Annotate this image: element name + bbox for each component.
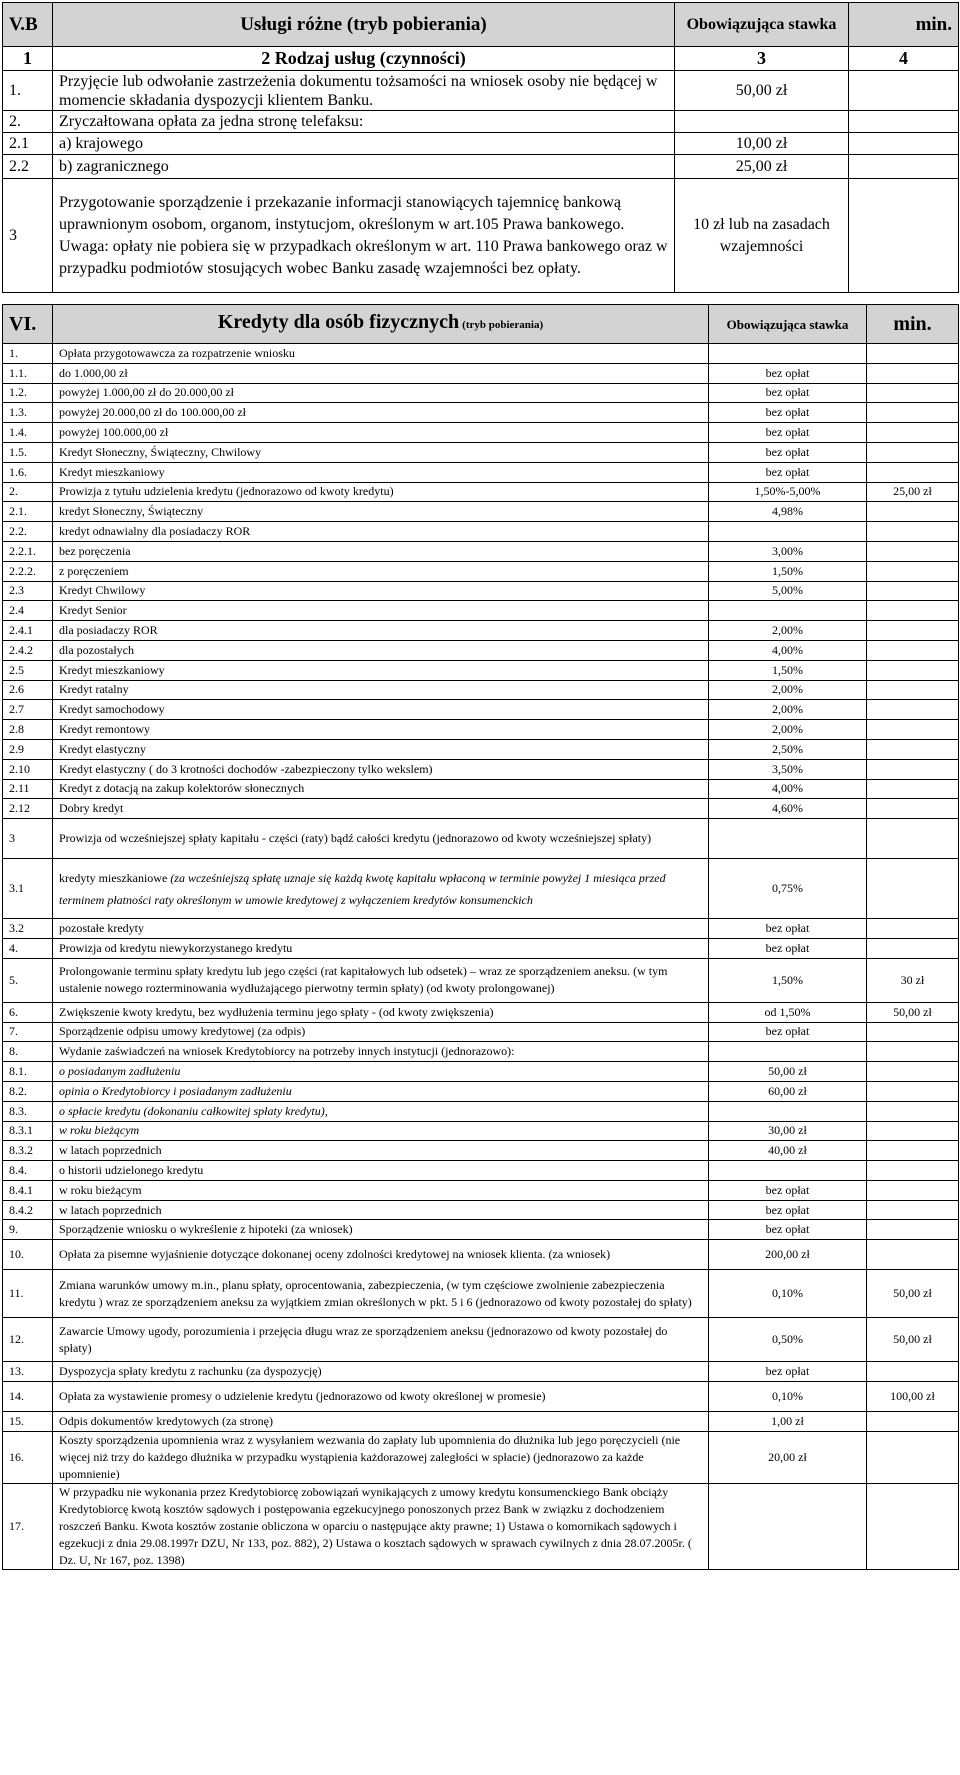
row-description: Kredyt Senior [53,601,709,621]
row-rate: 0,10% [709,1382,867,1412]
row-rate [709,1101,867,1121]
row-number: 2.1. [3,502,53,522]
row-rate: 2,00% [709,720,867,740]
row-description: Opłata za pisemne wyjaśnienie dotyczące dokonanej oceny zdolności kredytowej na wniosek klienta. (za wniosek) [53,1240,709,1270]
row-rate: 1,50% [709,958,867,1002]
table-row [3,938,959,958]
row-description: opinia o Kredytobiorcy i posiadanym zadłużeniu [53,1081,709,1101]
row-min [867,403,959,423]
row-number: 7. [3,1022,53,1042]
row-description: o historii udzielonego kredytu [53,1161,709,1181]
row-min [867,541,959,561]
table-row [3,700,959,720]
row-rate [709,1161,867,1181]
row-min [867,1161,959,1181]
row-rate: 1,50% [709,660,867,680]
table-row [3,111,959,133]
row-number: 2. [3,482,53,502]
row-min [867,1240,959,1270]
table-row [3,799,959,819]
row-min [849,155,959,179]
row-number: 2.2 [3,155,53,179]
table-row [3,133,959,155]
row-rate [709,1042,867,1062]
table-row [3,462,959,482]
row-min [867,363,959,383]
row-number: 8.3. [3,1101,53,1121]
rate-header: Obowiązująca stawka [675,3,849,47]
row-min [867,601,959,621]
row-number: 2.1 [3,133,53,155]
row-rate [709,1483,867,1569]
row-rate: 0,50% [709,1318,867,1362]
row-rate [709,819,867,859]
row-rate: 1,50%-5,00% [709,482,867,502]
row-number: 1.3. [3,403,53,423]
row-rate: 3,50% [709,759,867,779]
table-row [3,819,959,859]
table-row [3,1431,959,1483]
row-min [867,1141,959,1161]
row-rate: 10 zł lub na zasadach wzajemności [675,179,849,293]
table-row [3,1180,959,1200]
row-min [867,660,959,680]
row-description: Odpis dokumentów kredytowych (za stronę) [53,1412,709,1432]
row-rate: 4,00% [709,640,867,660]
table-row [3,1318,959,1362]
row-rate: bez opłat [709,363,867,383]
row-rate: bez opłat [709,1362,867,1382]
table-row [3,423,959,443]
row-min [867,739,959,759]
row-rate: bez opłat [709,1022,867,1042]
row-number: 13. [3,1362,53,1382]
row-rate: bez opłat [709,442,867,462]
table-row [3,502,959,522]
row-min [867,1180,959,1200]
row-rate [709,601,867,621]
row-rate: 2,00% [709,700,867,720]
row-rate: 50,00 zł [675,71,849,111]
row-min [867,700,959,720]
row-description: Prowizja od wcześniejszej spłaty kapitału - części (raty) bądź całości kredytu (jednorazowo od kwoty wcześniejszej spłaty) [53,819,709,859]
row-min [849,111,959,133]
table-row [3,482,959,502]
table-row [3,1002,959,1022]
row-min [867,640,959,660]
row-rate: bez opłat [709,462,867,482]
row-number: 9. [3,1220,53,1240]
row-rate: 30,00 zł [709,1121,867,1141]
row-number: 8.3.1 [3,1121,53,1141]
table-row [3,1062,959,1082]
row-description: Zawarcie Umowy ugody, porozumienia i przejęcia długu wraz ze sporządzeniem aneksu (jednorazowo od kwoty pozostałej do spłaty) [53,1318,709,1362]
row-number: 2.6 [3,680,53,700]
row-number: 3.2 [3,919,53,939]
row-rate: bez opłat [709,1220,867,1240]
row-rate: 3,00% [709,541,867,561]
row-number: 2.7 [3,700,53,720]
section-title: Usługi różne (tryb pobierania) [53,3,675,47]
row-min [867,759,959,779]
table-row [3,640,959,660]
table-row [3,522,959,542]
row-min [867,799,959,819]
row-number: 2.9 [3,739,53,759]
row-description: pozostałe kredyty [53,919,709,939]
row-min [867,1101,959,1121]
table-row [3,919,959,939]
row-number: 2.4.1 [3,621,53,641]
table-row [3,601,959,621]
row-number: 5. [3,958,53,1002]
table-row [3,621,959,641]
row-rate: 4,60% [709,799,867,819]
row-rate: 1,00 zł [709,1412,867,1432]
row-min [867,462,959,482]
row-description: Koszty sporządzenia upomnienia wraz z wysyłaniem wezwania do zapłaty lub upomnienia do dłużnika lub jego poręczycieli (nie więcej niż trzy do każdego dłużnika w przypadku wystąpienia każdorazowej zaległości w spłacie) (jednorazowo za każde upomnienie) [53,1431,709,1483]
row-min [867,1042,959,1062]
row-min [867,779,959,799]
table-row [3,1042,959,1062]
row-number: 8.2. [3,1081,53,1101]
table-row [3,1200,959,1220]
table-row [3,442,959,462]
min-header: min. [867,305,959,344]
row-description: powyżej 100.000,00 zł [53,423,709,443]
row-min [867,859,959,919]
services-table [2,2,959,293]
row-description: Wydanie zaświadczeń na wniosek Kredytobiorcy na potrzeby innych instytucji (jednorazowo): [53,1042,709,1062]
row-description: kredyt odnawialny dla posiadaczy ROR [53,522,709,542]
row-rate: 4,98% [709,502,867,522]
section-title-small: (tryb pobierania) [462,319,544,331]
row-rate: 2,50% [709,739,867,759]
row-rate: 20,00 zł [709,1431,867,1483]
credits-header-row [3,305,959,344]
row-min [867,621,959,641]
row-number: 4. [3,938,53,958]
row-number: 11. [3,1270,53,1318]
row-number: 8.3.2 [3,1141,53,1161]
row-min: 50,00 zł [867,1270,959,1318]
row-description: Opłata za wystawienie promesy o udzielenie kredytu (jednorazowo od kwoty określonej w promesie) [53,1382,709,1412]
row-description: o posiadanym zadłużeniu [53,1062,709,1082]
table-row [3,1412,959,1432]
table-row [3,1362,959,1382]
row-number: 2.2.2. [3,561,53,581]
row-number: 1.2. [3,383,53,403]
row-rate: bez opłat [709,383,867,403]
row-min: 30 zł [867,958,959,1002]
row-number: 1.6. [3,462,53,482]
row-min: 100,00 zł [867,1382,959,1412]
table-row [3,859,959,919]
row-min [867,1121,959,1141]
row-min [867,442,959,462]
colnum: 2 Rodzaj usług (czynności) [53,47,675,71]
row-rate [709,344,867,364]
row-description: do 1.000,00 zł [53,363,709,383]
row-description: Kredyt ratalny [53,680,709,700]
row-description: Prowizja od kredytu niewykorzystanego kredytu [53,938,709,958]
table-row [3,1101,959,1121]
table-row [3,1270,959,1318]
row-number: 15. [3,1412,53,1432]
credits-body [3,344,959,1570]
row-number: 2.2.1. [3,541,53,561]
section-title-cell [53,305,709,344]
row-number: 3.1 [3,859,53,919]
table-row [3,1141,959,1161]
row-rate: 0,75% [709,859,867,919]
row-description: w roku bieżącym [53,1180,709,1200]
row-min [867,1483,959,1569]
row-number: 14. [3,1382,53,1412]
row-number: 3 [3,819,53,859]
row-description: Prowizja z tytułu udzielenia kredytu (jednorazowo od kwoty kredytu) [53,482,709,502]
table-row [3,581,959,601]
row-description: powyżej 1.000,00 zł do 20.000,00 zł [53,383,709,403]
row-min [867,1062,959,1082]
row-number: 8.1. [3,1062,53,1082]
row-rate: 25,00 zł [675,155,849,179]
row-min [867,1022,959,1042]
table-row [3,958,959,1002]
row-description: Kredyt samochodowy [53,700,709,720]
row-number: 2.12 [3,799,53,819]
row-min [849,71,959,111]
row-min [867,581,959,601]
row-min [849,179,959,293]
row-rate: bez opłat [709,1200,867,1220]
row-description: kredyt Słoneczny, Świąteczny [53,502,709,522]
credits-table [2,304,959,1570]
row-description: Dyspozycja spłaty kredytu z rachunku (za dyspozycję) [53,1362,709,1382]
row-min [867,423,959,443]
row-rate: 1,50% [709,561,867,581]
colnum: 1 [3,47,53,71]
colnum: 3 [675,47,849,71]
row-number: 8. [3,1042,53,1062]
row-number: 1.1. [3,363,53,383]
row-description: dla pozostałych [53,640,709,660]
row-description: w roku bieżącym [53,1121,709,1141]
table-row [3,660,959,680]
section-code: VI. [3,305,53,344]
row-description: Kredyt elastyczny [53,739,709,759]
row-description: z poręczeniem [53,561,709,581]
row-number: 1.5. [3,442,53,462]
row-number: 6. [3,1002,53,1022]
row-description: a) krajowego [53,133,675,155]
row-rate: 2,00% [709,680,867,700]
row-rate: od 1,50% [709,1002,867,1022]
row-number: 8.4.2 [3,1200,53,1220]
row-min [867,522,959,542]
row-description: bez poręczenia [53,541,709,561]
row-rate: bez opłat [709,403,867,423]
row-rate: 40,00 zł [709,1141,867,1161]
row-number: 2. [3,111,53,133]
row-description: o spłacie kredytu (dokonaniu całkowitej spłaty kredytu), [53,1101,709,1121]
row-number: 8.4.1 [3,1180,53,1200]
row-description: Zryczałtowana opłata za jedna stronę telefaksu: [53,111,675,133]
row-description: Dobry kredyt [53,799,709,819]
row-description: Sporządzenie wniosku o wykreślenie z hipoteki (za wniosek) [53,1220,709,1240]
row-description: w latach poprzednich [53,1141,709,1161]
row-number: 3 [3,179,53,293]
row-number: 2.8 [3,720,53,740]
row-min [867,819,959,859]
row-description-main: kredyty mieszkaniowe [59,870,168,885]
table-row [3,541,959,561]
table-row [3,1022,959,1042]
table-row [3,1240,959,1270]
row-min [867,344,959,364]
row-number: 10. [3,1240,53,1270]
row-rate: 60,00 zł [709,1081,867,1101]
table-row [3,344,959,364]
table-row [3,680,959,700]
row-description: b) zagranicznego [53,155,675,179]
row-number: 8.4. [3,1161,53,1181]
column-numbers-row [3,47,959,71]
row-number: 1. [3,344,53,364]
row-min [867,1431,959,1483]
row-min: 50,00 zł [867,1002,959,1022]
row-rate: bez opłat [709,919,867,939]
row-number: 2.4.2 [3,640,53,660]
row-rate: 5,00% [709,581,867,601]
row-description: Prolongowanie terminu spłaty kredytu lub jego części (rat kapitałowych lub odsetek) – wraz ze sporządzeniem aneksu. (w tym ustalenie nowego rozterminowania wydłużającego pierwotny termin spłaty) (od kwoty prolongowanej) [53,958,709,1002]
row-description [53,859,709,919]
row-description: W przypadku nie wykonania przez Kredytobiorcę zobowiązań wynikających z umowy kredytu konsumenckiego Bank obciąży Kredytobiorcę kwotą kosztów sądowych i postępowania egzekucyjnego ponoszonych przez Bank w związku z dochodzeniem roszczeń Banku. Kwota kosztów zostanie obliczona w oparciu o następujące akty prawne; 1) Ustawa o komornikach sądowych i egzekucji z dnia 29.08.1997r DZU, Nr 133, poz. 882), 2) Ustawa o kosztach sądowych w sprawach cywilnych z dnia 28.07.2005r. ( Dz. U, Nr 167, poz. 1398) [53,1483,709,1569]
row-rate: bez opłat [709,1180,867,1200]
row-number: 2.4 [3,601,53,621]
row-rate: 2,00% [709,621,867,641]
row-min [867,1200,959,1220]
min-header: min. [849,3,959,47]
table-row [3,155,959,179]
row-number: 2.5 [3,660,53,680]
table-row [3,179,959,293]
table-row [3,1483,959,1569]
row-description: Opłata przygotowawcza za rozpatrzenie wniosku [53,344,709,364]
table-row [3,1161,959,1181]
row-min [867,919,959,939]
row-number: 16. [3,1431,53,1483]
row-description: Kredyt elastyczny ( do 3 krotności dochodów -zabezpieczony tylko wekslem) [53,759,709,779]
row-description: powyżej 20.000,00 zł do 100.000,00 zł [53,403,709,423]
row-min [867,1362,959,1382]
row-description: Sporządzenie odpisu umowy kredytowej (za odpis) [53,1022,709,1042]
row-description: Przygotowanie sporządzenie i przekazanie informacji stanowiących tajemnicę bankową uprawnionym osobom, organom, instytucjom, określonym w art.105 Prawa bankowego. Uwaga: opłaty nie pobiera się w przypadkach określonym w art. 110 Prawa bankowego oraz w przypadku podmiotów stosujących wobec Banku zasadę wzajemności bez opłaty. [53,179,675,293]
row-description: Kredyt Chwilowy [53,581,709,601]
row-description-note: (za wcześniejszą spłatę uznaje się każdą kwotę kapitału wpłaconą w terminie powyżej 1 miesiąca przed terminem płatności raty określonym w umowie kredytowej z wyłączeniem kredytów konsumenckich [59,870,666,907]
table-row [3,739,959,759]
row-min [867,383,959,403]
row-min [867,720,959,740]
row-description: dla posiadaczy ROR [53,621,709,641]
row-rate: 0,10% [709,1270,867,1318]
row-rate [709,522,867,542]
row-number: 2.11 [3,779,53,799]
row-min [867,938,959,958]
row-min [867,502,959,522]
row-rate: 50,00 zł [709,1062,867,1082]
table-row [3,561,959,581]
row-rate: bez opłat [709,938,867,958]
row-description: Zmiana warunków umowy m.in., planu spłaty, oprocentowania, zabezpieczenia, (w tym częściowe zwolnienie zabezpieczenia kredytu ) wraz ze sporządzeniem aneksu za wyjątkiem zmian określonych w pkt. 5 i 6 (jednorazowo od kwoty pozostałej do spłaty) [53,1270,709,1318]
row-description: Kredyt remontowy [53,720,709,740]
row-rate [675,111,849,133]
services-header-row [3,3,959,47]
table-row [3,1121,959,1141]
row-number: 12. [3,1318,53,1362]
row-description: Kredyt Słoneczny, Świąteczny, Chwilowy [53,442,709,462]
row-description: Kredyt z dotacją na zakup kolektorów słonecznych [53,779,709,799]
row-number: 1. [3,71,53,111]
row-min [867,680,959,700]
table-row [3,1081,959,1101]
section-title: Kredyty dla osób fizycznych [217,311,460,333]
row-description: Kredyt mieszkaniowy [53,660,709,680]
row-min [849,133,959,155]
table-row [3,383,959,403]
table-row [3,779,959,799]
row-rate: 10,00 zł [675,133,849,155]
row-min: 25,00 zł [867,482,959,502]
table-row [3,720,959,740]
table-row [3,363,959,383]
row-number: 17. [3,1483,53,1569]
section-code: V.B [3,3,53,47]
table-row [3,403,959,423]
table-row [3,71,959,111]
row-min [867,1220,959,1240]
row-description: w latach poprzednich [53,1200,709,1220]
row-rate: bez opłat [709,423,867,443]
row-number: 2.10 [3,759,53,779]
row-min [867,561,959,581]
row-number: 1.4. [3,423,53,443]
row-description: Zwiększenie kwoty kredytu, bez wydłużenia terminu jego spłaty - (od kwoty zwiększenia) [53,1002,709,1022]
rate-header: Obowiązująca stawka [709,305,867,344]
colnum: 4 [849,47,959,71]
row-rate: 200,00 zł [709,1240,867,1270]
row-description: Przyjęcie lub odwołanie zastrzeżenia dokumentu tożsamości na wniosek osoby nie będącej w momencie składania dyspozycji klientem Banku. [53,71,675,111]
row-rate: 4,00% [709,779,867,799]
table-row [3,1382,959,1412]
row-description: Kredyt mieszkaniowy [53,462,709,482]
row-number: 2.3 [3,581,53,601]
row-number: 2.2. [3,522,53,542]
row-min [867,1081,959,1101]
row-min [867,1412,959,1432]
table-row [3,1220,959,1240]
table-row [3,759,959,779]
row-min: 50,00 zł [867,1318,959,1362]
